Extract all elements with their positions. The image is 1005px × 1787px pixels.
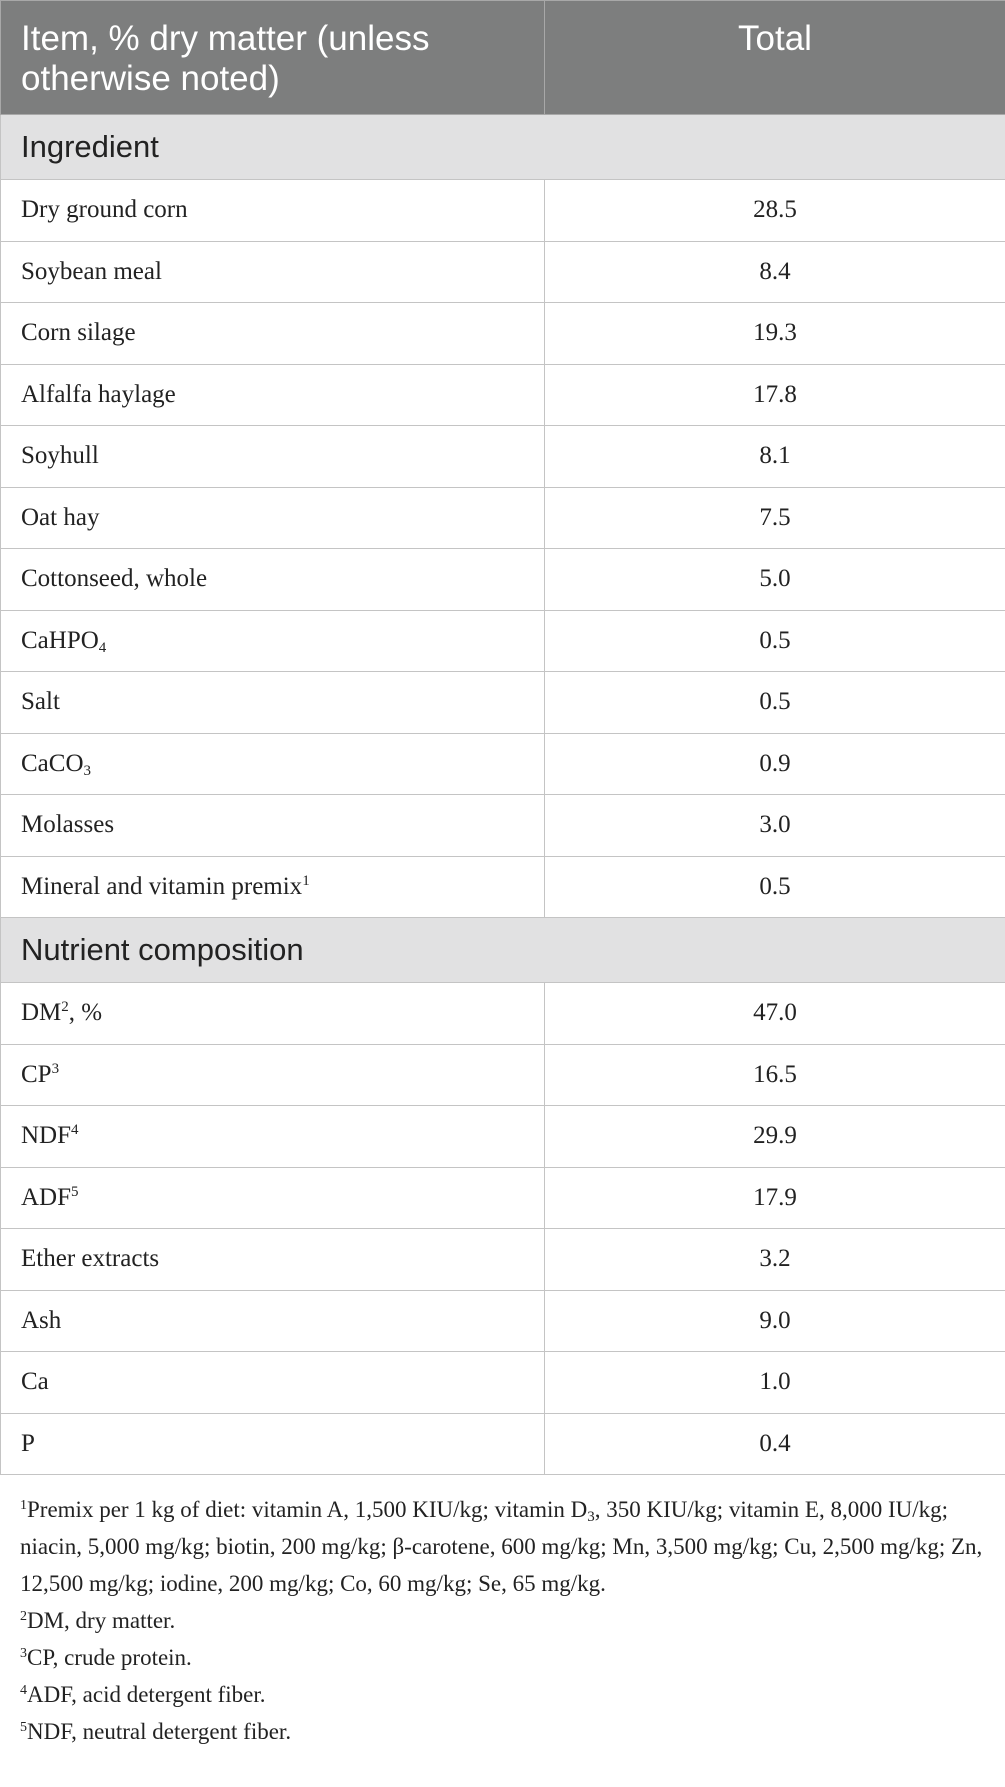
item-cell: [1, 1229, 545, 1291]
table-row: [1, 303, 1005, 365]
section-title: Nutrient composition: [1, 918, 1005, 983]
item-name: Cottonseed, whole: [21, 565, 208, 593]
item-suffix: , %: [68, 999, 103, 1027]
footnote: [20, 1639, 985, 1676]
footnote-number: 4: [20, 1683, 27, 1698]
item-cell: [1, 733, 545, 795]
value-cell: 8.4: [545, 241, 1005, 303]
table-row: [1, 983, 1005, 1045]
footnote-text: CP, crude protein.: [27, 1645, 192, 1670]
table-header-row: [1, 1, 1005, 115]
footnote-subscript: 3: [587, 1509, 595, 1525]
item-cell: [1, 1044, 545, 1106]
item-cell: [1, 1106, 545, 1168]
value-cell: 47.0: [545, 983, 1005, 1045]
item-subscript: 4: [98, 639, 107, 656]
footnote-text: ADF, acid detergent fiber.: [27, 1682, 266, 1707]
footnote-marker: 5: [71, 1183, 79, 1200]
footnotes: [0, 1475, 1005, 1750]
value-cell: 29.9: [545, 1106, 1005, 1168]
item-cell: [1, 426, 545, 488]
item-name: CaHPO: [21, 626, 99, 654]
section-title: Ingredient: [1, 115, 1005, 180]
table-row: [1, 1044, 1005, 1106]
item-cell: [1, 983, 545, 1045]
item-name: CaCO: [21, 749, 84, 777]
footnote-text-continued: , 350 KIU/kg; vitamin E, 8,000 IU/kg; niacin, 5,000 mg/kg; biotin, 200 mg/kg; β-carotene, 600 mg/kg; Mn, 3,500 mg/kg; Cu, 2,500 mg/kg; Zn, 12,500 mg/kg; iodine, 200 mg/kg; Co, 60 mg/kg; Se, 65 mg/kg.: [20, 1497, 983, 1596]
item-cell: [1, 180, 545, 242]
footnote-marker: 3: [51, 1060, 60, 1077]
table-row: [1, 1290, 1005, 1352]
item-name: Ca: [21, 1368, 49, 1396]
value-cell: 0.4: [545, 1413, 1005, 1475]
table-row: [1, 795, 1005, 857]
item-name: ADF: [21, 1183, 72, 1211]
item-name: Ash: [21, 1306, 62, 1334]
table-body: [1, 115, 1005, 1475]
table-row: [1, 1352, 1005, 1414]
value-cell: 0.9: [545, 733, 1005, 795]
value-cell: 8.1: [545, 426, 1005, 488]
table-row: [1, 672, 1005, 734]
table-row: [1, 180, 1005, 242]
footnote-text: NDF, neutral detergent fiber.: [27, 1719, 292, 1744]
section-row: [1, 115, 1005, 180]
item-name: Soybean meal: [21, 257, 162, 285]
footnote: [20, 1491, 985, 1602]
section-row: [1, 918, 1005, 983]
value-cell: 17.9: [545, 1167, 1005, 1229]
item-cell: [1, 1413, 545, 1475]
item-cell: [1, 549, 545, 611]
table-row: [1, 364, 1005, 426]
header-item: Item, % dry matter (unless otherwise noted): [1, 1, 545, 115]
table-row: [1, 1106, 1005, 1168]
footnote-marker: 4: [71, 1122, 79, 1139]
footnote: [20, 1676, 985, 1713]
item-cell: [1, 487, 545, 549]
table-row: [1, 856, 1005, 918]
footnote-number: 1: [20, 1498, 27, 1513]
table-row: [1, 610, 1005, 672]
item-name: Dry ground corn: [21, 196, 188, 224]
table-row: [1, 733, 1005, 795]
item-name: NDF: [21, 1122, 72, 1150]
footnote-number: 2: [20, 1609, 27, 1624]
value-cell: 0.5: [545, 610, 1005, 672]
value-cell: 16.5: [545, 1044, 1005, 1106]
value-cell: 0.5: [545, 856, 1005, 918]
item-name: P: [21, 1429, 35, 1457]
item-cell: [1, 241, 545, 303]
item-subscript: 3: [83, 762, 91, 779]
value-cell: 7.5: [545, 487, 1005, 549]
item-cell: [1, 1352, 545, 1414]
footnote-text: DM, dry matter.: [27, 1608, 176, 1633]
item-name: Salt: [21, 688, 60, 716]
item-cell: [1, 672, 545, 734]
item-cell: [1, 856, 545, 918]
item-cell: [1, 364, 545, 426]
item-name: Corn silage: [21, 319, 136, 347]
table-row: [1, 487, 1005, 549]
value-cell: 0.5: [545, 672, 1005, 734]
value-cell: 28.5: [545, 180, 1005, 242]
value-cell: 9.0: [545, 1290, 1005, 1352]
value-cell: 3.0: [545, 795, 1005, 857]
footnote-number: 5: [20, 1720, 27, 1735]
header-total: Total: [545, 1, 1005, 115]
item-name: Ether extracts: [21, 1245, 160, 1273]
item-name: CP: [21, 1060, 52, 1088]
footnote-marker: 2: [61, 999, 69, 1016]
item-cell: [1, 795, 545, 857]
table-row: [1, 241, 1005, 303]
value-cell: 1.0: [545, 1352, 1005, 1414]
table-row: [1, 426, 1005, 488]
item-cell: [1, 610, 545, 672]
table-row: [1, 549, 1005, 611]
item-name: Oat hay: [21, 503, 100, 531]
item-name: DM: [21, 999, 62, 1027]
footnote-text: Premix per 1 kg of diet: vitamin A, 1,500 KIU/kg; vitamin D: [27, 1497, 588, 1522]
value-cell: 19.3: [545, 303, 1005, 365]
item-name: Molasses: [21, 811, 115, 839]
footnote: [20, 1713, 985, 1750]
footnote-number: 3: [20, 1646, 27, 1661]
value-cell: 3.2: [545, 1229, 1005, 1291]
value-cell: 5.0: [545, 549, 1005, 611]
table-row: [1, 1167, 1005, 1229]
value-cell: 17.8: [545, 364, 1005, 426]
footnote: [20, 1602, 985, 1639]
footnote-marker: 1: [302, 872, 310, 889]
table-row: [1, 1413, 1005, 1475]
table-row: [1, 1229, 1005, 1291]
item-cell: [1, 1290, 545, 1352]
item-name: Mineral and vitamin premix: [21, 872, 303, 900]
item-cell: [1, 1167, 545, 1229]
item-cell: [1, 303, 545, 365]
item-name: Soyhull: [21, 442, 99, 470]
item-name: Alfalfa haylage: [21, 380, 176, 408]
